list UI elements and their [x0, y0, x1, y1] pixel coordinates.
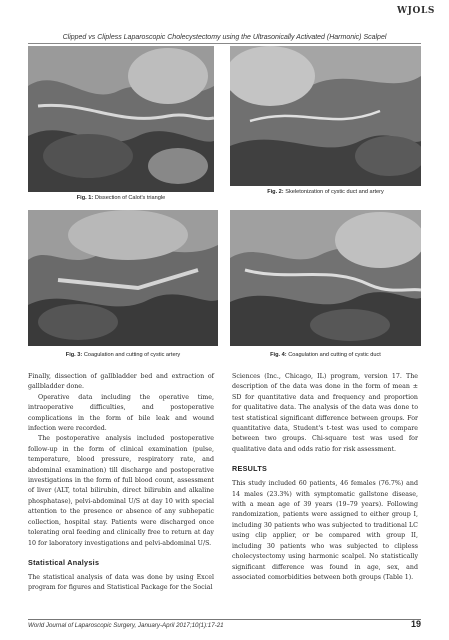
paragraph: The statistical analysis of data was done by using Excel program for figures and Statistical Package for the Social	[28, 573, 214, 592]
figure-2-image	[230, 46, 421, 186]
figure-4-image	[230, 210, 421, 346]
running-title: Clipped vs Clipless Laparoscopic Cholecystectomy using the Ultrasonically Activated (Harmonic) Scalpel	[62, 34, 387, 41]
figure-1-caption-text: Dissection of Calot's triangle	[94, 195, 166, 201]
left-text-column	[28, 372, 214, 594]
figure-2-caption	[230, 189, 421, 195]
figure-3-caption	[28, 352, 218, 358]
footer-rule	[28, 619, 421, 620]
paragraph: This study included 60 patients, 46 females (76.7%) and 14 males (23.3%) with symptomatic gallstone disease, with a mean age of 39 years (19–79 years). Following randomization, patients were assigned to either group I, including 30 patients who was subjected to traditional LC using clip applier, or be compared with group II, including 30 patients who was subjected to clipless cholecystectomy using harmonic scalpel. No statistically significant difference was found in age, sex, and associated comorbidities between both groups (Table 1).	[232, 480, 418, 581]
header-rule	[28, 43, 421, 44]
page-number: 19	[410, 619, 421, 629]
figure-4-label: Fig. 4:	[270, 352, 287, 358]
footer-citation: World Journal of Laparoscopic Surgery, January-April 2017;10(1):17-21	[28, 622, 224, 629]
section-heading-results: RESULTS	[232, 464, 268, 474]
figure-1-label: Fig. 1:	[76, 195, 94, 201]
figure-1-caption	[28, 195, 214, 201]
figure-4-caption-text: Coagulation and cutting of cystic duct	[288, 352, 381, 358]
figure-2-label: Fig. 2:	[267, 189, 284, 195]
paragraph: The postoperative analysis included postoperative follow-up in the form of clinical examination (pulse, temperature, blood pressure, respiratory rate, and abdominal examination) till discharge and postoperative investigations in the form of full blood count, assessment of liver (ALT, total bilirubin, direct bilirubin and alkaline phosphatase), pelvi-abdominal U/S at day 10 with special attention to the presence or absence of any subhepatic collection, hospital stay. Patients were discharged once tolerating oral feeding and clinically free to return at day 10 for laboratory investigations and pelvi-abdominal U/S.	[28, 435, 214, 547]
figure-3-image	[28, 210, 218, 346]
right-text-column	[232, 372, 418, 583]
figure-4-caption	[230, 352, 421, 358]
figure-3-caption-text: Coagulation and cutting of cystic artery	[83, 352, 181, 358]
section-heading-statistical-analysis: Statistical Analysis	[28, 557, 100, 567]
paragraph: Sciences (Inc., Chicago, IL) program, version 17. The description of the data was done in the form of mean ± SD for quantitative data and frequency and proportion for qualitative data. The analysis of the data was done to test statistical significant difference between groups. For quantitative data, Student's t-test was used to compare between two groups. Chi-square test was used for qualitative data and odds ratio for risk assessment.	[232, 373, 418, 453]
paragraph: Operative data including the operative time, intraoperative difficulties, and postoperative complications in the form of bile leak and wound infection were recorded.	[28, 393, 214, 433]
paragraph: Finally, dissection of gallbladder bed and extraction of gallbladder done.	[28, 373, 214, 391]
journal-abbreviation: WJOLS	[396, 6, 435, 16]
figure-2-caption-text: Skeletonization of cystic duct and artery	[285, 189, 384, 195]
figure-3-label: Fig. 3:	[65, 352, 83, 358]
figure-1-image	[28, 46, 214, 192]
